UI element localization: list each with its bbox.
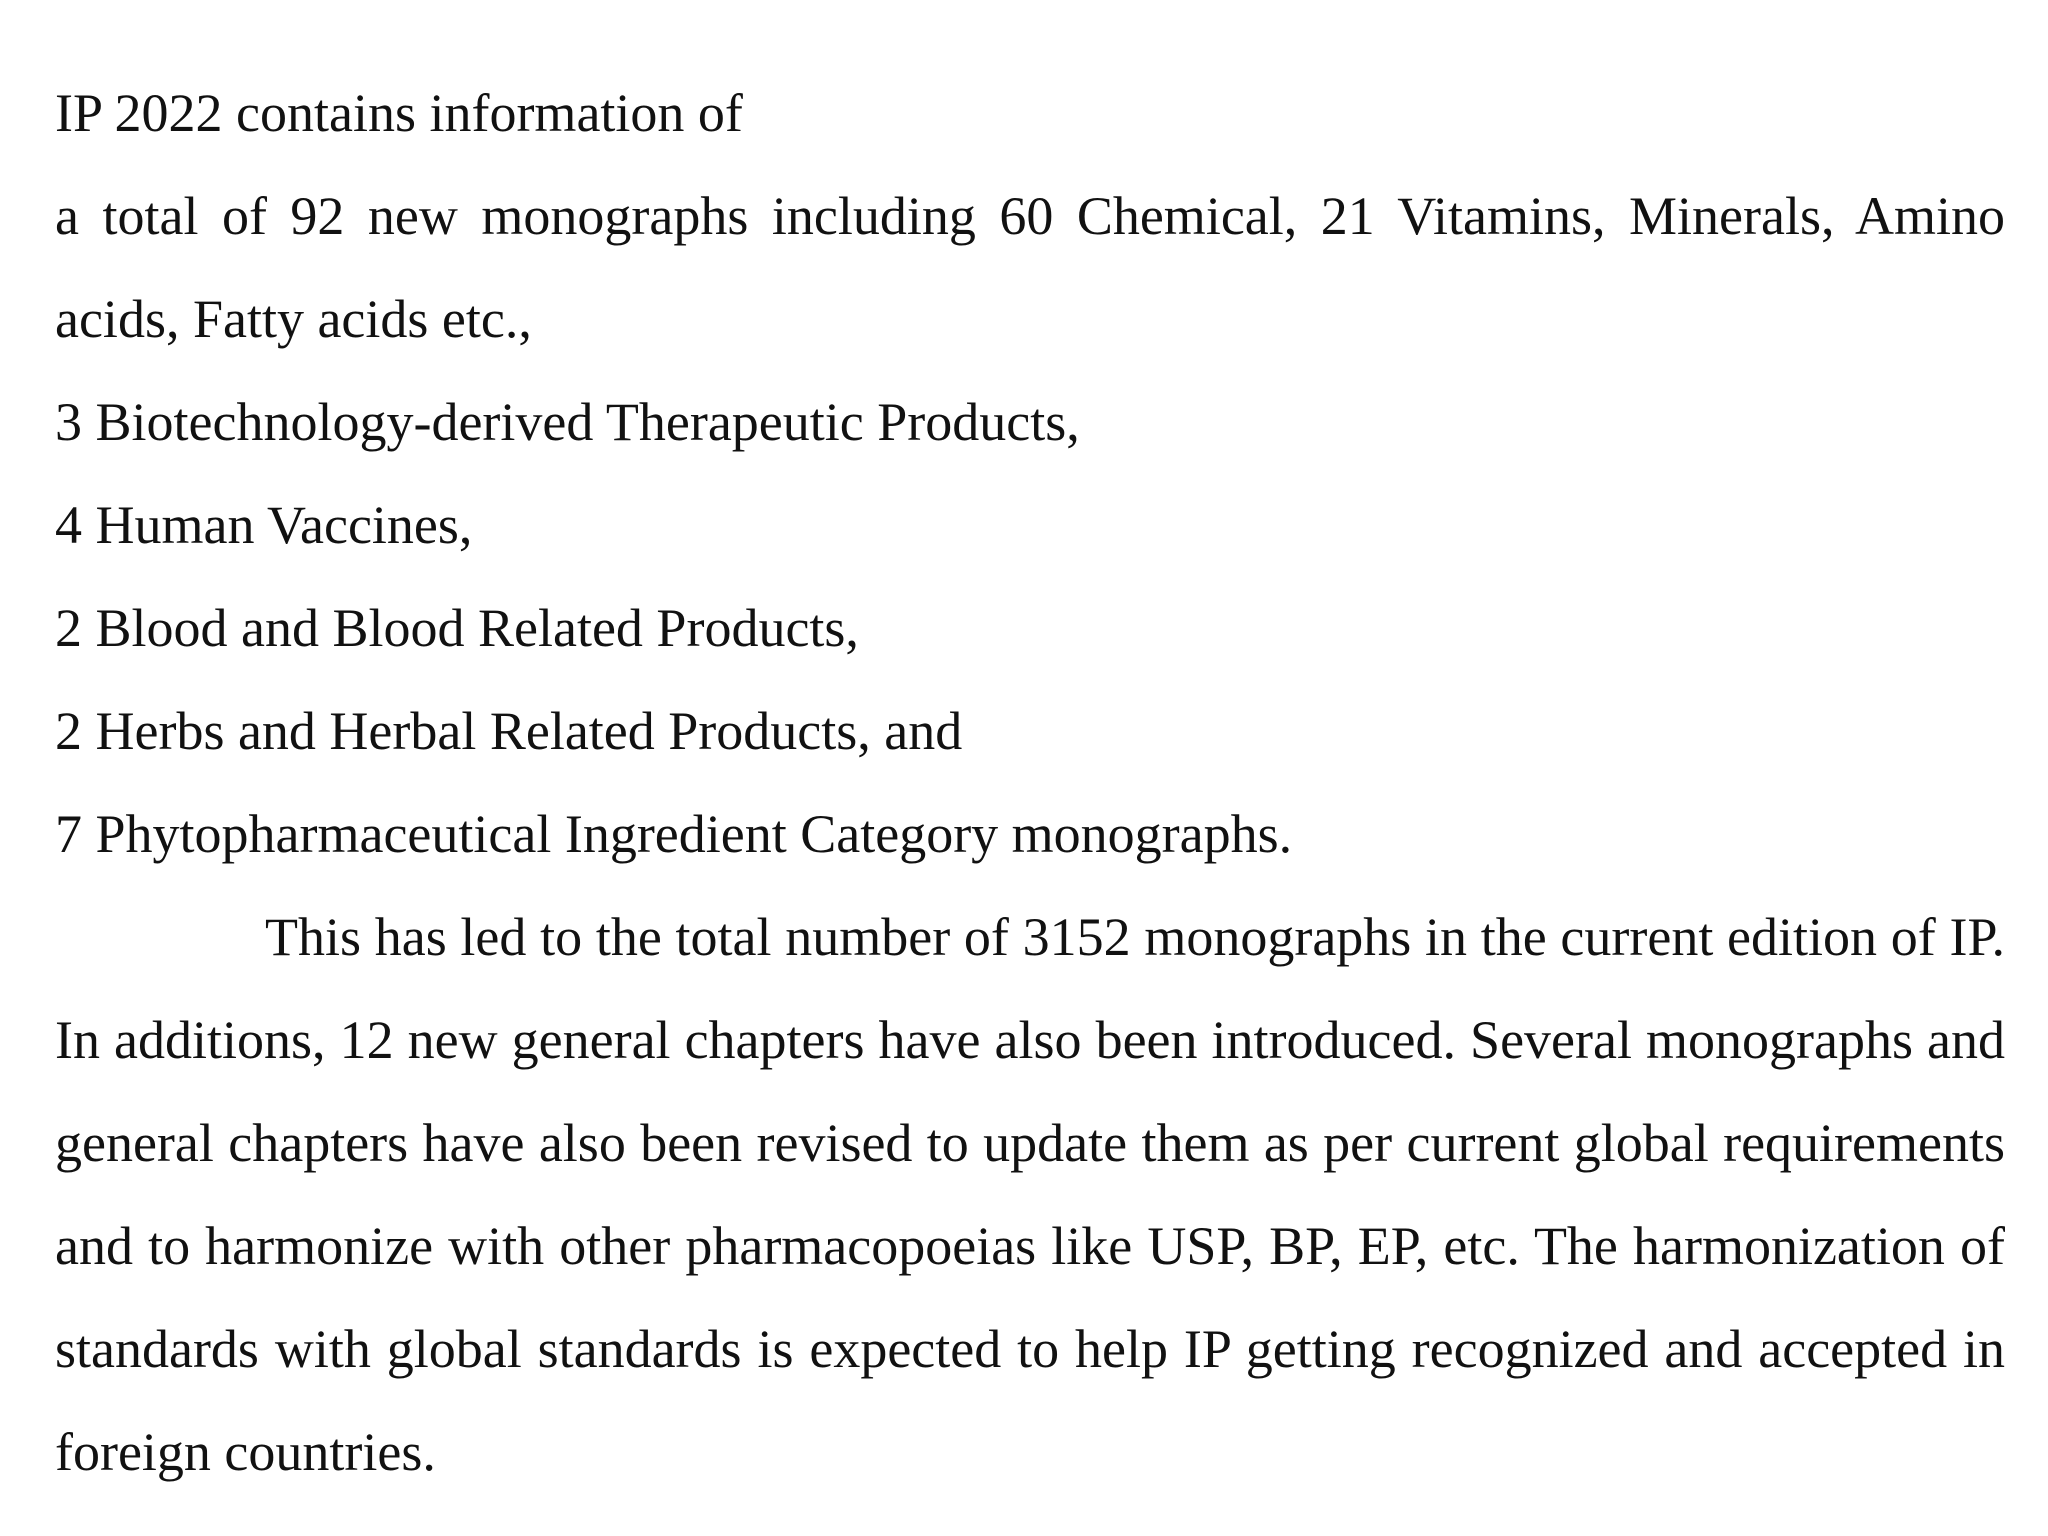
list-item-herbal-products: 2 Herbs and Herbal Related Products, and: [55, 701, 963, 761]
list-item-phytopharmaceutical: 7 Phytopharmaceutical Ingredient Category monographs.: [55, 804, 1293, 864]
list-item-human-vaccines: 4 Human Vaccines,: [55, 495, 473, 555]
list-item-new-monographs: a total of 92 new monographs including 60 Chemical, 21 Vitamins, Minerals, Amino acids, Fatty acids etc.,: [55, 186, 2005, 349]
intro-line: IP 2022 contains information of: [55, 83, 743, 143]
list-item-biotechnology: 3 Biotechnology-derived Therapeutic Products,: [55, 392, 1080, 452]
summary-paragraph: This has led to the total number of 3152 monographs in the current edition of IP. In additions, 12 new general chapters have also been introduced. Several monographs and general chapters have also been revised to update them as per current global requirements and to harmonize with other pharmacopoeias like USP, BP, EP, etc. The harmonization of standards with global standards is expected to help IP getting recognized and accepted in foreign countries.: [55, 907, 2005, 1482]
list-item-blood-products: 2 Blood and Blood Related Products,: [55, 598, 859, 658]
document-body: [55, 62, 2005, 1504]
